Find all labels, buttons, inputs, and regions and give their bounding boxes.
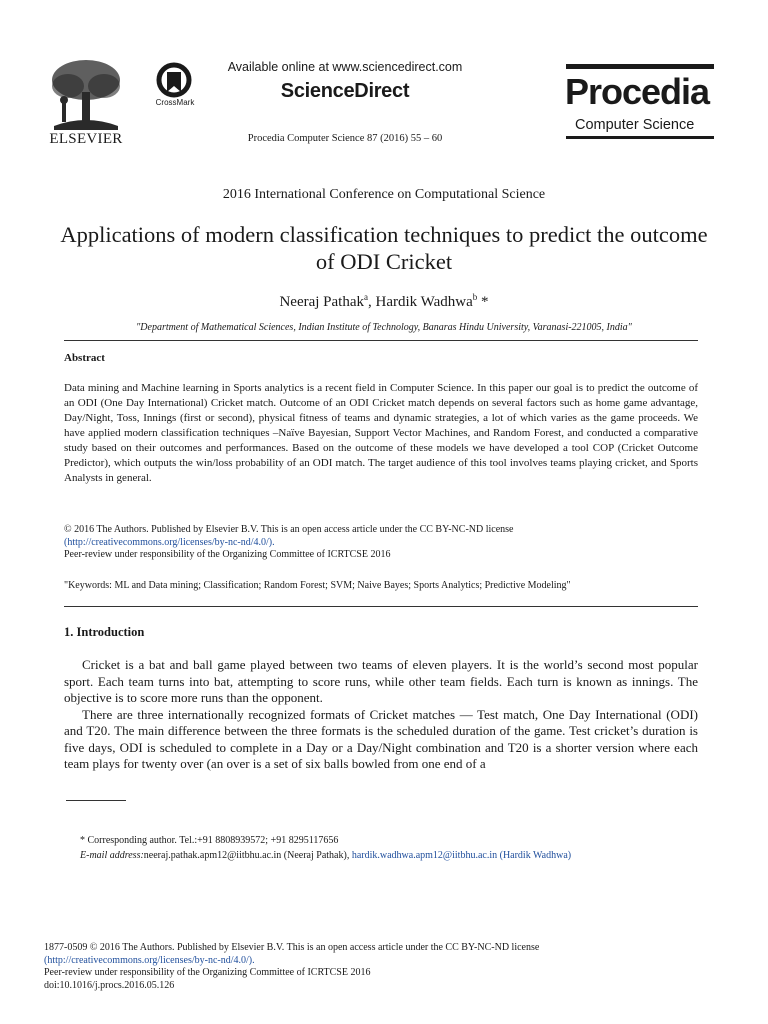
abstract-text: Data mining and Machine learning in Sports analytics is a recent field in Computer Science. In this paper our goal is to predict the outcome of an ODI (One Day International) Cricket match. Outcome of an ODI Cricket match depends on several factors such as home game advantage, Day/Night, Toss, Innings (first or second), physical fitness of teams and dynamic strategies, a lot of which varies as the game proceeds. We have applied modern classification techniques –Naïve Bayesian, Support Vector Machines, and Random Forest, and conducted a comparative study based on their outcomes and performances. Based on the outcome of these models we have developed a tool COP (Cricket Outcome Predictor), which outputs the win/loss probability of an ODI match. The target audience of this tool involves teams playing cricket, and Sports Analysts in general. (64, 382, 698, 484)
intro-paragraph-1: Cricket is a bat and ball game played between two teams of eleven players. It is the world’s second most popular sport. Each team turns into bat, attempting to score runs, while other team fields. Each turn is known as innings. The objective is to score more runs than the opponent. (64, 657, 698, 705)
author-2-affiliation: b (472, 292, 478, 302)
author-2: Hardik Wadhwa (375, 294, 473, 310)
section-heading-introduction: 1. Introduction (64, 625, 145, 639)
procedia-top-rule (566, 64, 714, 69)
procedia-subtitle: Computer Science (575, 117, 695, 133)
footnote (80, 833, 700, 863)
email-label: E-mail address: (80, 850, 144, 861)
author-list (60, 292, 708, 311)
footer-license-link[interactable]: (http://creativecommons.org/licenses/by-nc-nd/4.0/). (44, 954, 255, 966)
footer-doi[interactable]: doi:10.1016/j.procs.2016.05.126 (44, 979, 175, 991)
corresponding-mark: * (477, 294, 489, 310)
available-online-link[interactable]: Available online at www.sciencedirect.com (227, 60, 463, 74)
intro-paragraph-2: There are three internationally recognized formats of Cricket matches — Test match, One Day International (ODI) and T20. The main difference between the three formats is the scheduled duration of the game. Test cricket’s duration is five days, ODI is scheduled to complete in a Day or a Day/Night combination and T20 is a shorter version where each team plays for twenty over (an over is a set of six balls bowled from one end of a (64, 706, 698, 771)
paper-title: Applications of modern classification techniques to predict the outcome of ODI Cricket (60, 222, 708, 274)
email-2[interactable]: hardik.wadhwa.apm12@iitbhu.ac.in (Hardik Wadhwa) (351, 850, 572, 861)
peer-review-note: Peer-review under responsibility of the Organizing Committee of ICRTCSE 2016 (64, 549, 391, 560)
sciencedirect-logo: ScienceDirect (280, 80, 410, 102)
header-divider (64, 340, 698, 341)
author-separator: , (368, 294, 376, 310)
footer-peer-review: Peer-review under responsibility of the Organizing Committee of ICRTCSE 2016 (44, 967, 371, 978)
affiliation: "Department of Mathematical Sciences, Indian Institute of Technology, Banaras Hindu University, Varanasi-221005, India" (136, 322, 632, 333)
page-footer (44, 942, 704, 992)
footer-issn: 1877-0509 © 2016 The Authors. Published by Elsevier B.V. This is an open access article under the CC BY-NC-ND license (44, 942, 540, 953)
procedia-logo: Procedia (565, 71, 710, 112)
license-link[interactable]: (http://creativecommons.org/licenses/by-nc-nd/4.0/). (64, 536, 275, 548)
license-block (64, 524, 698, 562)
introduction-body (64, 657, 698, 773)
publisher-name: ELSEVIER (49, 131, 123, 147)
author-1-affiliation: a (364, 292, 369, 302)
email-line (80, 848, 700, 863)
author-1: Neeraj Pathak (279, 294, 365, 310)
crossmark-label: CrossMark (155, 98, 195, 107)
keywords: "Keywords: ML and Data mining; Classification; Random Forest; SVM; Naive Bayes; Sports Analytics; Predictive Modeling" (64, 580, 571, 591)
procedia-bottom-rule (566, 136, 714, 139)
footnote-rule (66, 800, 126, 801)
journal-reference: Procedia Computer Science 87 (2016) 55 – 60 (247, 133, 443, 144)
license-line: © 2016 The Authors. Published by Elsevier B.V. This is an open access article under the CC BY-NC-ND license (64, 524, 514, 535)
conference-name: 2016 International Conference on Computational Science (222, 187, 546, 202)
corresponding-author: * Corresponding author. Tel.:+91 8808939572; +91 8295117656 (80, 835, 339, 846)
abstract-heading: Abstract (64, 352, 105, 364)
email-1[interactable]: neeraj.pathak.apm12@iitbhu.ac.in (Neeraj Pathak), (143, 850, 352, 861)
abstract-divider (64, 606, 698, 607)
